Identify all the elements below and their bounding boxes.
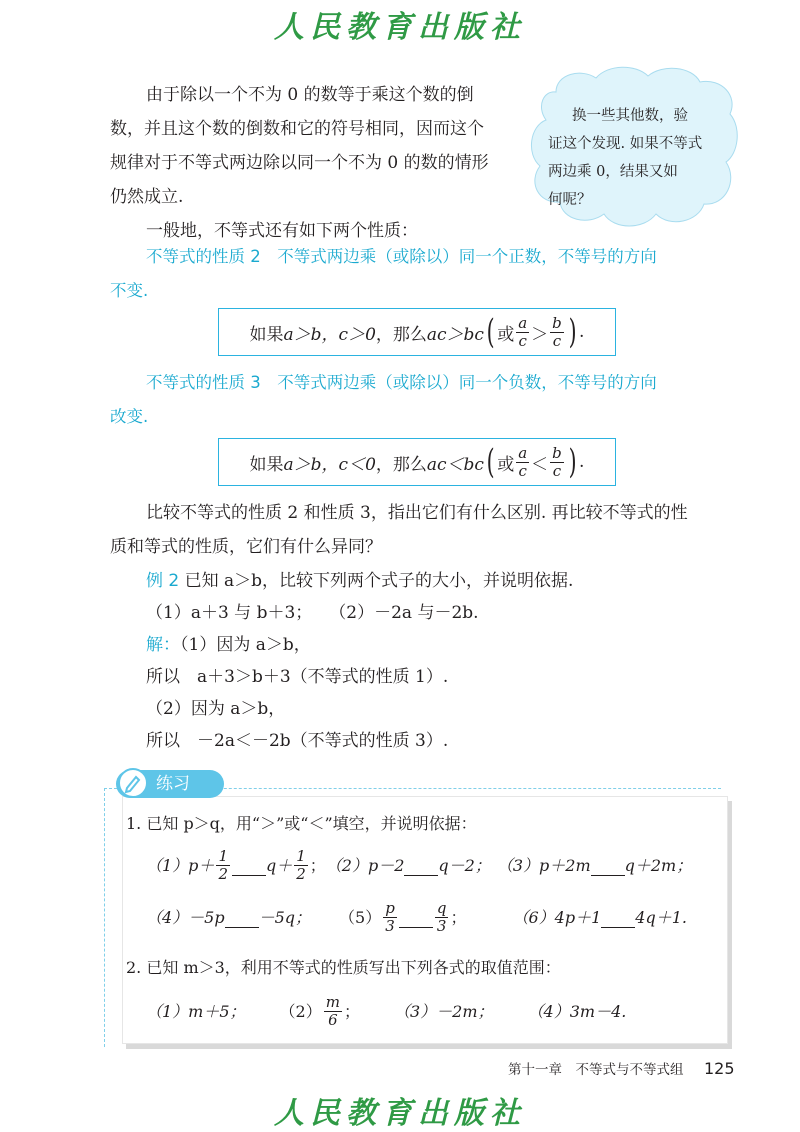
frac-den: 6 <box>328 1011 338 1029</box>
footer-logo: 人民教育出版社 <box>274 1096 526 1131</box>
frac-num: m <box>325 993 340 1011</box>
property-3-line-1: 不等式的性质 3 不等式两边乘（或除以）同一个负数，不等号的方向 <box>146 373 657 392</box>
side-note-line-3: 两边乘 0，结果又如 <box>548 164 678 180</box>
q1d-end: －5q； <box>258 907 312 927</box>
frac-num: b <box>552 313 562 332</box>
intro-line-3: 规律对于不等式两边除以同一个不为 0 的数的情形 <box>110 153 489 173</box>
q1a-mid: q＋ <box>265 855 293 875</box>
fraction-one-half <box>216 848 230 883</box>
q2b-end: ； <box>343 1001 360 1021</box>
fraction-b-over-c <box>550 315 564 350</box>
formula3-end: . <box>579 452 585 472</box>
formula2-mid: ，那么 <box>375 324 427 345</box>
formula2-condition: a＞b，c＞0 <box>283 324 376 345</box>
formula2-huo: 或 <box>497 324 515 345</box>
q1f-end: 4q＋1. <box>635 907 687 927</box>
frac-num: 1 <box>296 847 306 865</box>
side-note-line-4: 何呢？ <box>548 192 592 208</box>
q2c: （3）－2m； <box>393 1001 494 1021</box>
example-text: 已知 a＞b，比较下列两个式子的大小，并说明依据. <box>184 571 574 591</box>
frac-den: 3 <box>385 917 395 935</box>
solution-line-3: （2）因为 a＞b， <box>146 699 286 719</box>
frac-num: a <box>518 443 528 462</box>
exercise-1-row-1 <box>146 848 692 883</box>
q1c: （3）p＋2m <box>496 855 591 875</box>
solution-text-1: （1）因为 a＞b， <box>180 635 311 655</box>
answer-blank[interactable] <box>399 926 433 928</box>
q1e-pre: （5） <box>339 907 382 927</box>
formula3-result: ac＜bc <box>426 454 484 475</box>
formula3-op: ＜ <box>531 454 549 475</box>
solution-line-2: 所以 a＋3＞b＋3（不等式的性质 1）. <box>146 667 449 687</box>
frac-den: 2 <box>296 865 306 883</box>
q1d: （4）－5p <box>146 907 225 927</box>
property-2-line-2: 不变. <box>110 281 149 300</box>
q1c-end: q＋2m； <box>624 855 693 875</box>
q1a-pre: （1）p＋ <box>146 855 215 875</box>
frac-num: a <box>518 313 528 332</box>
frac-den: c <box>518 461 527 480</box>
formula2-end: . <box>579 322 585 342</box>
page-number: 125 <box>704 1059 735 1078</box>
intro-line-2: 数，并且这个数的倒数和它的符号相同，因而这个 <box>110 119 484 139</box>
answer-blank[interactable] <box>404 874 438 876</box>
q2b-pre: （2） <box>279 1001 322 1021</box>
exercise-1-prompt: 1. 已知 p＞q，用“＞”或“＜”填空，并说明依据： <box>126 814 477 833</box>
intro-line-4: 仍然成立. <box>110 187 184 207</box>
answer-blank[interactable] <box>225 926 259 928</box>
pencil-icon <box>118 768 148 798</box>
formula2-op: ＞ <box>531 324 549 345</box>
formula2-pre: 如果 <box>249 324 284 345</box>
q1e-end: ； <box>450 907 467 927</box>
fraction-a-over-c <box>516 445 529 480</box>
formula3-condition: a＞b，c＜0 <box>283 454 376 475</box>
left-paren: ( <box>486 442 495 482</box>
footer-chapter: 第十一章 不等式与不等式组 <box>508 1062 684 1078</box>
right-paren: ) <box>568 312 577 352</box>
q2a: （1）m＋5； <box>146 1001 246 1021</box>
exercise-2-prompt: 2. 已知 m＞3，利用不等式的性质写出下列各式的取值范围： <box>126 958 561 977</box>
fraction-b-over-c <box>550 445 564 480</box>
formula-box-property-2 <box>218 308 616 356</box>
formula2-result: ac＞bc <box>426 324 484 345</box>
intro-line-1: 由于除以一个不为 0 的数等于乘这个数的倒 <box>146 85 474 105</box>
frac-den: c <box>552 331 562 350</box>
fraction-q-over-3 <box>435 900 449 935</box>
fraction-one-half <box>294 848 308 883</box>
example-items: （1）a＋3 与 b＋3； （2）－2a 与－2b. <box>146 603 479 623</box>
q1b: （2）p－2 <box>325 855 405 875</box>
q1f: （6）4p＋1 <box>512 907 602 927</box>
solution-line-4: 所以 －2a＜－2b（不等式的性质 3）. <box>146 731 449 751</box>
practice-title: 练习 <box>156 774 190 794</box>
side-note-line-1: 换一些其他数，验 <box>572 108 688 124</box>
answer-blank[interactable] <box>601 926 635 928</box>
frac-den: 3 <box>436 917 447 935</box>
fraction-m-over-6 <box>324 994 342 1029</box>
answer-blank[interactable] <box>591 874 625 876</box>
formula3-huo: 或 <box>497 454 515 475</box>
exercise-2-row <box>146 994 626 1029</box>
solution-line-1 <box>146 628 311 662</box>
right-paren: ) <box>568 442 577 482</box>
frac-den: c <box>552 461 562 480</box>
example-label: 例 2 <box>146 571 180 591</box>
frac-num: 1 <box>218 847 228 865</box>
header-logo: 人民教育出版社 <box>274 10 526 45</box>
example-2 <box>146 564 573 598</box>
solution-label: 解： <box>146 635 180 655</box>
q1a-end: ； <box>309 855 326 875</box>
side-note-line-2: 证这个发现. 如果不等式 <box>548 136 703 152</box>
intro-line-5: 一般地，不等式还有如下两个性质： <box>146 221 418 241</box>
left-paren: ( <box>486 312 495 352</box>
formula3-mid: ，那么 <box>375 454 427 475</box>
answer-blank[interactable] <box>232 874 266 876</box>
property-2-line-1: 不等式的性质 2 不等式两边乘（或除以）同一个正数，不等号的方向 <box>146 247 657 266</box>
q1b-end: q－2； <box>438 855 491 875</box>
compare-line-1: 比较不等式的性质 2 和性质 3，指出它们有什么区别. 再比较不等式的性 <box>146 503 688 523</box>
frac-den: 2 <box>218 865 228 883</box>
exercise-1-row-2 <box>146 900 687 935</box>
q2d: （4）3m－4. <box>527 1001 627 1021</box>
frac-den: c <box>518 331 527 350</box>
formula3-pre: 如果 <box>249 454 284 475</box>
property-3-line-2: 改变. <box>110 407 149 426</box>
frac-num: p <box>385 899 395 917</box>
formula-box-property-3 <box>218 438 616 486</box>
frac-num: b <box>552 443 562 462</box>
fraction-a-over-c <box>516 315 529 350</box>
frac-num: q <box>436 899 447 917</box>
compare-line-2: 质和等式的性质，它们有什么异同？ <box>110 537 382 557</box>
fraction-p-over-3 <box>383 900 397 935</box>
